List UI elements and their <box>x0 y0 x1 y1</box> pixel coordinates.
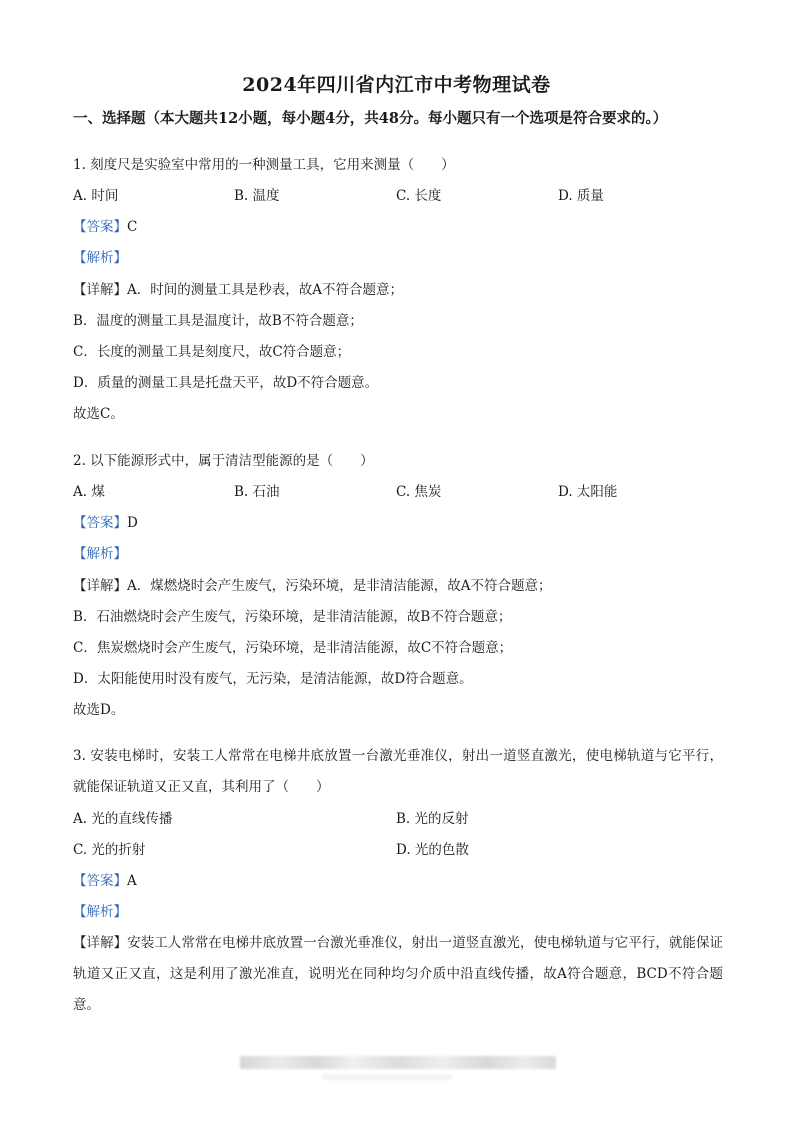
answer-value: C <box>127 219 138 235</box>
question-1-option-a: A. 时间 <box>73 188 119 204</box>
section-heading: 一、选择题（本大题共12小题，每小题4分，共48分。每小题只有一个选项是符合要求的。） <box>73 110 668 127</box>
question-1-conclusion: 故选C。 <box>73 406 124 422</box>
question-2-detail <box>73 576 552 596</box>
question-2-option-b: B. 石油 <box>234 484 280 500</box>
question-2-detail-line: B．石油燃烧时会产生废气，污染环境，是非清洁能源，故B不符合题意； <box>73 609 512 625</box>
question-1-answer <box>73 217 137 237</box>
question-3-option-d: D. 光的色散 <box>396 842 469 858</box>
question-2-option-c: C. 焦炭 <box>396 484 442 500</box>
detail-tag: 【详解】 <box>73 578 127 594</box>
question-3-analysis-tag: 【解析】 <box>73 904 127 920</box>
question-2-detail-line: C．焦炭燃烧时会产生废气，污染环境，是非清洁能源，故C不符合题意； <box>73 640 513 656</box>
question-3-stem: 3. 安装电梯时，安装工人常常在电梯井底放置一台激光垂准仪，射出一道竖直激光，使电梯轨道与它平行，就能保证轨道又正又直，其利用了（ ） <box>73 748 723 795</box>
detail-text: A．煤燃烧时会产生废气，污染环境，是非清洁能源，故A不符合题意； <box>127 578 552 594</box>
answer-value: D <box>127 515 138 531</box>
answer-tag: 【答案】 <box>73 219 127 235</box>
question-2-answer <box>73 513 138 533</box>
blurred-footer-line <box>322 1074 452 1080</box>
answer-value: A <box>127 873 137 889</box>
question-1-detail-line: B．温度的测量工具是温度计，故B不符合题意； <box>73 313 363 329</box>
answer-tag: 【答案】 <box>73 515 127 531</box>
question-1-stem: 1. 刻度尺是实验室中常用的一种测量工具，它用来测量（ ） <box>73 157 455 173</box>
detail-text: 安装工人常常在电梯井底放置一台激光垂准仪，射出一道竖直激光，使电梯轨道与它平行，就能保证轨道又正又直，这是利用了激光准直，说明光在同种均匀介质中沿直线传播，故A符合题意，BCD不符合题意。 <box>73 935 724 1013</box>
detail-tag: 【详解】 <box>73 935 128 951</box>
question-3-option-b: B. 光的反射 <box>396 811 469 827</box>
page-title: 2024年四川省内江市中考物理试卷 <box>242 74 551 96</box>
question-1-detail <box>73 280 403 300</box>
question-2-analysis-tag: 【解析】 <box>73 546 127 562</box>
question-3-detail <box>73 928 723 1021</box>
question-1-analysis-tag: 【解析】 <box>73 250 127 266</box>
question-1-option-c: C. 长度 <box>396 188 442 204</box>
question-1-detail-line: C．长度的测量工具是刻度尺，故C符合题意； <box>73 344 351 360</box>
question-3-option-a: A. 光的直线传播 <box>73 811 173 827</box>
question-2-detail-line: D．太阳能使用时没有废气，无污染，是清洁能源，故D符合题意。 <box>73 671 473 687</box>
question-3-option-c: C. 光的折射 <box>73 842 146 858</box>
answer-tag: 【答案】 <box>73 873 127 889</box>
question-2-conclusion: 故选D。 <box>73 702 125 718</box>
question-2-stem: 2. 以下能源形式中，属于清洁型能源的是（ ） <box>73 453 374 469</box>
question-1-option-d: D. 质量 <box>558 188 604 204</box>
question-3-answer <box>73 871 137 891</box>
question-1-detail-line: D．质量的测量工具是托盘天平，故D不符合题意。 <box>73 375 379 391</box>
question-2-option-d: D. 太阳能 <box>558 484 618 500</box>
question-1-option-b: B. 温度 <box>234 188 280 204</box>
question-2-option-a: A. 煤 <box>73 484 105 500</box>
detail-tag: 【详解】 <box>73 282 127 298</box>
blurred-footer <box>240 1056 556 1069</box>
detail-text: A．时间的测量工具是秒表，故A不符合题意； <box>127 282 403 298</box>
